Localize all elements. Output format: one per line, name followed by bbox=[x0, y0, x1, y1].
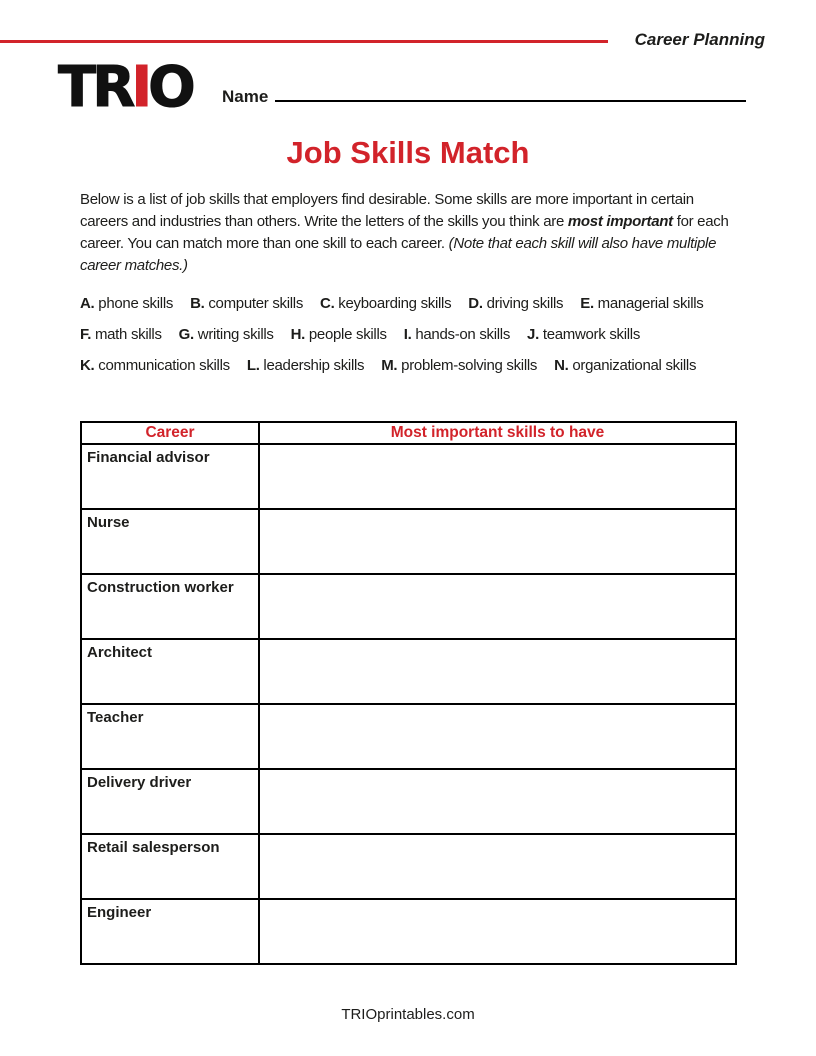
skills-line bbox=[80, 355, 770, 377]
skill-letter: G. bbox=[178, 326, 194, 343]
skill-item bbox=[80, 295, 173, 312]
skill-letter: D. bbox=[468, 295, 483, 312]
name-label: Name bbox=[222, 87, 269, 106]
skill-label: keyboarding skills bbox=[334, 295, 452, 312]
skill-letter: L. bbox=[246, 357, 260, 374]
table-row bbox=[81, 574, 736, 639]
answer-cell[interactable] bbox=[259, 639, 736, 704]
skill-label: organizational skills bbox=[568, 357, 697, 374]
table-header-row bbox=[81, 422, 736, 444]
skill-item bbox=[80, 357, 230, 374]
skill-letter: E. bbox=[580, 295, 594, 312]
intro-text-before: Below is a list of job skills that employers find desirable. Some skills are more important in certain careers and industries than others. Write the letters of the skills you think are bbox=[80, 191, 694, 230]
intro-paragraph bbox=[80, 189, 740, 277]
skill-letter: N. bbox=[554, 357, 569, 374]
skills-list bbox=[80, 293, 770, 386]
table-row bbox=[81, 834, 736, 899]
skill-letter: B. bbox=[190, 295, 205, 312]
table-row bbox=[81, 444, 736, 509]
skill-letter: C. bbox=[320, 295, 335, 312]
answer-cell[interactable] bbox=[259, 704, 736, 769]
skill-item bbox=[190, 295, 303, 312]
name-input-line[interactable] bbox=[275, 82, 746, 102]
career-cell: Architect bbox=[81, 639, 259, 704]
skill-item bbox=[404, 326, 510, 343]
skills-column-header: Most important skills to have bbox=[259, 422, 736, 444]
page-title: Job Skills Match bbox=[286, 135, 530, 170]
career-cell: Nurse bbox=[81, 509, 259, 574]
skill-label: computer skills bbox=[204, 295, 304, 312]
answer-cell[interactable] bbox=[259, 769, 736, 834]
table-row bbox=[81, 639, 736, 704]
skill-item bbox=[247, 357, 364, 374]
skill-label: problem-solving skills bbox=[397, 357, 538, 374]
career-cell: Delivery driver bbox=[81, 769, 259, 834]
answer-cell[interactable] bbox=[259, 574, 736, 639]
skill-letter: F. bbox=[80, 326, 92, 343]
skill-letter: M. bbox=[381, 357, 398, 374]
skill-label: managerial skills bbox=[593, 295, 704, 312]
skill-letter: H. bbox=[290, 326, 306, 343]
skill-label: people skills bbox=[305, 326, 387, 343]
name-row bbox=[222, 82, 746, 108]
header-rule bbox=[0, 40, 608, 43]
intro-emphasis: most important bbox=[567, 213, 673, 230]
intro-note: (Note that each skill will also have multiple career matches.) bbox=[80, 235, 717, 274]
skill-item bbox=[381, 357, 537, 374]
intro-text-after: for each career. You can match more than one skill to each career. bbox=[80, 213, 729, 252]
career-cell: Teacher bbox=[81, 704, 259, 769]
logo-letter-o: O bbox=[148, 55, 192, 120]
trio-logo bbox=[58, 55, 192, 120]
skill-item bbox=[179, 326, 274, 343]
table-row bbox=[81, 509, 736, 574]
skill-label: leadership skills bbox=[259, 357, 365, 374]
logo-letters-tr: TR bbox=[58, 55, 132, 120]
skill-item bbox=[468, 295, 563, 312]
career-column-header: Career bbox=[81, 422, 259, 444]
skill-label: driving skills bbox=[482, 295, 564, 312]
answer-cell[interactable] bbox=[259, 444, 736, 509]
career-cell: Retail salesperson bbox=[81, 834, 259, 899]
skill-item bbox=[527, 326, 640, 343]
table-row bbox=[81, 704, 736, 769]
career-cell: Construction worker bbox=[81, 574, 259, 639]
skill-item bbox=[320, 295, 451, 312]
skills-line bbox=[80, 293, 770, 315]
category-label: Career Planning bbox=[634, 30, 765, 49]
skill-letter: J. bbox=[527, 326, 539, 343]
skill-item bbox=[554, 357, 696, 374]
skills-table bbox=[80, 421, 737, 965]
answer-cell[interactable] bbox=[259, 899, 736, 964]
skill-label: math skills bbox=[91, 326, 162, 343]
career-cell: Financial advisor bbox=[81, 444, 259, 509]
footer-site-text: TRIOprintables.com bbox=[341, 1006, 475, 1023]
table-row bbox=[81, 769, 736, 834]
answer-cell[interactable] bbox=[259, 509, 736, 574]
career-cell: Engineer bbox=[81, 899, 259, 964]
skill-label: communication skills bbox=[94, 357, 230, 374]
skill-letter: A. bbox=[80, 295, 95, 312]
skill-label: writing skills bbox=[193, 326, 274, 343]
skill-label: teamwork skills bbox=[538, 326, 641, 343]
skill-label: phone skills bbox=[94, 295, 174, 312]
skill-label: hands-on skills bbox=[411, 326, 511, 343]
table-row bbox=[81, 899, 736, 964]
logo-letter-i: I bbox=[131, 55, 149, 120]
skill-item bbox=[580, 295, 703, 312]
skill-item bbox=[80, 326, 162, 343]
skill-letter: I. bbox=[403, 326, 412, 343]
answer-cell[interactable] bbox=[259, 834, 736, 899]
skill-item bbox=[291, 326, 387, 343]
skill-letter: K. bbox=[80, 357, 95, 374]
skills-line bbox=[80, 324, 770, 346]
